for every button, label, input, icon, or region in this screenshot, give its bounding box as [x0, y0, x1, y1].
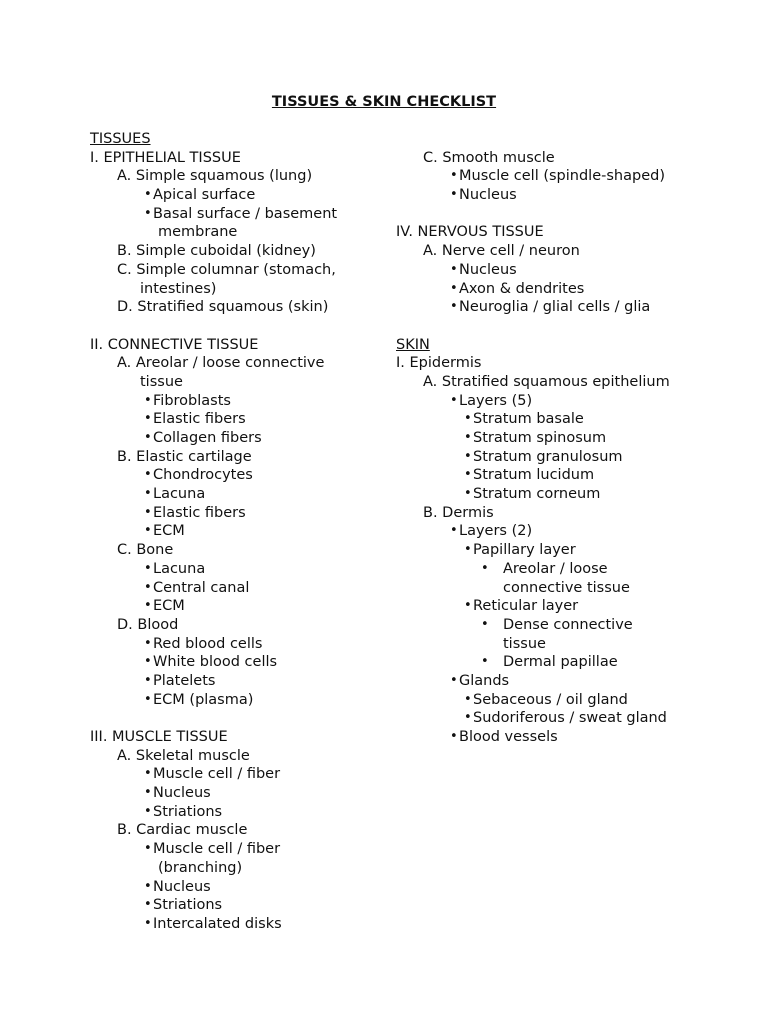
- checklist-heading: [90, 280, 390, 299]
- item-text: Nucleus: [153, 878, 211, 895]
- bullet-icon: •: [144, 411, 152, 427]
- item-text: Striations: [153, 803, 223, 820]
- item-text: Stratum spinosum: [473, 430, 607, 446]
- bullet-icon: •: [144, 598, 152, 614]
- item-text: Papillary layer: [473, 542, 576, 559]
- item-text: SKIN: [396, 336, 430, 353]
- item-text: Nucleus: [153, 785, 211, 802]
- bullet-icon: •: [481, 616, 489, 632]
- item-text: A. Nerve cell / neuron: [423, 243, 580, 260]
- checklist-bullet-item: [90, 803, 390, 822]
- checklist-bullet-item: [396, 709, 696, 728]
- item-text: tissue: [140, 373, 183, 390]
- checklist-heading: [90, 354, 390, 373]
- checklist-bullet-item: [90, 522, 390, 541]
- item-text: B. Dermis: [423, 504, 494, 521]
- item-text: Muscle cell / fiber: [153, 841, 281, 858]
- checklist-bullet-item: [396, 429, 696, 448]
- item-text: C. Simple columnar (stomach,: [117, 261, 336, 278]
- item-text: Fibroblasts: [153, 392, 231, 409]
- item-text: connective tissue: [503, 579, 630, 596]
- spacer: [90, 317, 390, 336]
- spacer: [396, 130, 696, 149]
- bullet-icon: •: [144, 785, 152, 801]
- checklist-bullet-item: [396, 541, 696, 560]
- checklist-heading: [396, 373, 696, 392]
- item-text: D. Blood: [117, 616, 179, 633]
- item-text: B. Cardiac muscle: [117, 822, 248, 839]
- checklist-bullet-item: [90, 392, 390, 411]
- page-title: TISSUES & SKIN CHECKLIST: [271, 94, 497, 110]
- checklist-bullet-item: [396, 167, 696, 186]
- bullet-icon: •: [464, 691, 472, 707]
- bullet-icon: •: [450, 299, 458, 315]
- checklist-heading: [396, 242, 696, 261]
- checklist-bullet-item: [90, 485, 390, 504]
- bullet-icon: •: [450, 523, 458, 539]
- checklist-bullet-item: [396, 485, 696, 504]
- item-text: membrane: [158, 224, 238, 241]
- checklist-bullet-item: [396, 448, 696, 467]
- checklist-heading: [90, 859, 390, 878]
- bullet-icon: •: [464, 542, 472, 558]
- item-text: Stratum basale: [473, 411, 584, 428]
- bullet-icon: •: [144, 467, 152, 483]
- checklist-bullet-item: [90, 560, 390, 579]
- bullet-icon: •: [144, 205, 152, 221]
- item-text: Nucleus: [459, 261, 517, 278]
- bullet-icon: •: [144, 691, 152, 707]
- checklist-bullet-item: [396, 616, 696, 635]
- checklist-heading: [90, 541, 390, 560]
- bullet-icon: •: [144, 766, 152, 782]
- checklist-bullet-item: [396, 560, 696, 579]
- item-text: Striations: [153, 897, 223, 914]
- checklist-bullet-item: [396, 653, 696, 672]
- item-text: B. Elastic cartilage: [117, 448, 252, 465]
- spacer: [396, 205, 696, 224]
- bullet-icon: •: [481, 654, 489, 670]
- checklist-bullet-item: [396, 728, 696, 747]
- checklist-bullet-item: [90, 691, 390, 710]
- item-text: Layers (5): [459, 392, 533, 409]
- checklist-heading: [90, 747, 390, 766]
- checklist-bullet-item: [396, 261, 696, 280]
- checklist-bullet-item: [90, 429, 390, 448]
- bullet-icon: •: [464, 430, 472, 445]
- item-text: Elastic fibers: [153, 504, 246, 521]
- item-text: Sebaceous / oil gland: [473, 691, 628, 708]
- item-text: TISSUES: [90, 131, 151, 147]
- checklist-bullet-item: [90, 915, 390, 934]
- checklist-heading: [396, 149, 696, 168]
- checklist-bullet-item: [90, 635, 390, 654]
- checklist-bullet-item: [90, 672, 390, 691]
- item-text: I. EPITHELIAL TISSUE: [90, 149, 241, 166]
- item-text: I. Epidermis: [396, 355, 482, 372]
- item-text: Collagen fibers: [153, 430, 262, 446]
- item-text: White blood cells: [153, 654, 278, 671]
- checklist-bullet-item: [90, 597, 390, 616]
- item-text: Muscle cell / fiber: [153, 766, 281, 783]
- bullet-icon: •: [450, 261, 458, 277]
- item-text: A. Stratified squamous epithelium: [423, 373, 670, 390]
- checklist-heading: [396, 336, 696, 355]
- checklist-heading: [90, 336, 390, 355]
- left-column: [90, 130, 390, 934]
- checklist-heading: [90, 728, 390, 747]
- item-text: Muscle cell (spindle-shaped): [459, 168, 665, 185]
- checklist-bullet-item: [90, 878, 390, 897]
- item-text: tissue: [503, 635, 546, 652]
- item-text: Dermal papillae: [503, 654, 618, 671]
- bullet-icon: •: [144, 803, 152, 819]
- checklist-bullet-item: [396, 522, 696, 541]
- item-text: Nucleus: [459, 187, 517, 204]
- checklist-bullet-item: [396, 280, 696, 299]
- item-text: Reticular layer: [473, 598, 579, 615]
- item-text: A. Simple squamous (lung): [117, 168, 313, 185]
- checklist-heading: [90, 821, 390, 840]
- item-text: Dense connective: [503, 616, 633, 633]
- item-text: Areolar / loose: [503, 560, 608, 577]
- checklist-bullet-item: [396, 672, 696, 691]
- checklist-heading: [90, 261, 390, 280]
- checklist-bullet-item: [396, 466, 696, 485]
- item-text: Axon & dendrites: [459, 280, 585, 297]
- item-text: D. Stratified squamous (skin): [117, 299, 329, 316]
- checklist-heading: [90, 616, 390, 635]
- checklist-heading: [90, 298, 390, 317]
- bullet-icon: •: [144, 504, 152, 520]
- item-text: Stratum corneum: [473, 486, 601, 503]
- checklist-bullet-item: [90, 896, 390, 915]
- checklist-bullet-item: [396, 691, 696, 710]
- bullet-icon: •: [144, 635, 152, 651]
- bullet-icon: •: [144, 187, 152, 203]
- item-text: C. Bone: [117, 542, 174, 559]
- item-text: II. CONNECTIVE TISSUE: [90, 336, 259, 353]
- checklist-bullet-item: [90, 579, 390, 598]
- bullet-icon: •: [450, 168, 458, 184]
- item-text: ECM: [153, 523, 185, 540]
- item-text: Chondrocytes: [153, 467, 253, 484]
- item-text: Stratum granulosum: [473, 448, 623, 465]
- spacer: [396, 317, 696, 336]
- bullet-icon: •: [144, 654, 152, 670]
- bullet-icon: •: [450, 729, 458, 744]
- bullet-icon: •: [144, 560, 152, 576]
- item-text: C. Smooth muscle: [423, 149, 555, 166]
- bullet-icon: •: [464, 448, 472, 464]
- checklist-bullet-item: [396, 392, 696, 411]
- checklist-bullet-item: [396, 410, 696, 429]
- right-column: [396, 130, 696, 747]
- checklist-heading: [396, 504, 696, 523]
- checklist-bullet-item: [90, 504, 390, 523]
- checklist-heading: [396, 635, 696, 654]
- bullet-icon: •: [464, 486, 472, 502]
- checklist-heading: [90, 149, 390, 168]
- spacer: [90, 709, 390, 728]
- checklist-heading: [90, 448, 390, 467]
- checklist-bullet-item: [90, 466, 390, 485]
- bullet-icon: •: [464, 598, 472, 614]
- checklist-bullet-item: [396, 597, 696, 616]
- item-text: Elastic fibers: [153, 411, 246, 428]
- bullet-icon: •: [144, 672, 152, 688]
- checklist-bullet-item: [396, 186, 696, 205]
- item-text: ECM (plasma): [153, 691, 254, 708]
- checklist-heading: [90, 167, 390, 186]
- checklist-bullet-item: [396, 298, 696, 317]
- checklist-bullet-item: [90, 765, 390, 784]
- checklist-heading: [396, 223, 696, 242]
- bullet-icon: •: [144, 392, 152, 408]
- bullet-icon: •: [144, 915, 152, 931]
- bullet-icon: •: [450, 187, 458, 203]
- bullet-icon: •: [144, 430, 152, 445]
- item-text: Apical surface: [153, 187, 256, 204]
- bullet-icon: •: [450, 672, 458, 688]
- checklist-bullet-item: [90, 205, 390, 224]
- item-text: III. MUSCLE TISSUE: [90, 729, 228, 745]
- item-text: Lacuna: [153, 486, 206, 503]
- item-text: Red blood cells: [153, 635, 263, 652]
- checklist-heading: [396, 354, 696, 373]
- bullet-icon: •: [450, 280, 458, 296]
- item-text: IV. NERVOUS TISSUE: [396, 224, 544, 241]
- bullet-icon: •: [464, 467, 472, 483]
- item-text: A. Areolar / loose connective: [117, 355, 325, 372]
- checklist-heading: [90, 223, 390, 242]
- bullet-icon: •: [481, 560, 489, 576]
- item-text: Neuroglia / glial cells / glia: [459, 299, 651, 316]
- checklist-bullet-item: [90, 784, 390, 803]
- item-text: Intercalated disks: [153, 915, 282, 932]
- item-text: intestines): [140, 280, 217, 297]
- bullet-icon: •: [450, 392, 458, 408]
- checklist-bullet-item: [90, 653, 390, 672]
- checklist-heading: [90, 130, 390, 149]
- checklist-heading: [90, 373, 390, 392]
- item-text: Central canal: [153, 579, 250, 596]
- item-text: Sudoriferous / sweat gland: [473, 710, 667, 727]
- checklist-bullet-item: [90, 840, 390, 859]
- bullet-icon: •: [144, 878, 152, 894]
- checklist-heading: [396, 579, 696, 598]
- item-text: A. Skeletal muscle: [117, 747, 250, 764]
- item-text: Blood vessels: [459, 729, 558, 745]
- bullet-icon: •: [144, 897, 152, 913]
- bullet-icon: •: [464, 411, 472, 427]
- item-text: Layers (2): [459, 523, 533, 540]
- item-text: (branching): [158, 859, 243, 876]
- item-text: Stratum lucidum: [473, 467, 595, 484]
- item-text: Lacuna: [153, 560, 206, 577]
- item-text: Glands: [459, 672, 510, 689]
- bullet-icon: •: [144, 841, 152, 857]
- item-text: Basal surface / basement: [153, 205, 338, 222]
- bullet-icon: •: [144, 579, 152, 595]
- bullet-icon: •: [144, 523, 152, 539]
- item-text: Platelets: [153, 672, 216, 689]
- checklist-heading: [90, 242, 390, 261]
- item-text: ECM: [153, 598, 185, 615]
- bullet-icon: •: [464, 710, 472, 726]
- bullet-icon: •: [144, 486, 152, 502]
- checklist-bullet-item: [90, 410, 390, 429]
- checklist-bullet-item: [90, 186, 390, 205]
- item-text: B. Simple cuboidal (kidney): [117, 243, 316, 260]
